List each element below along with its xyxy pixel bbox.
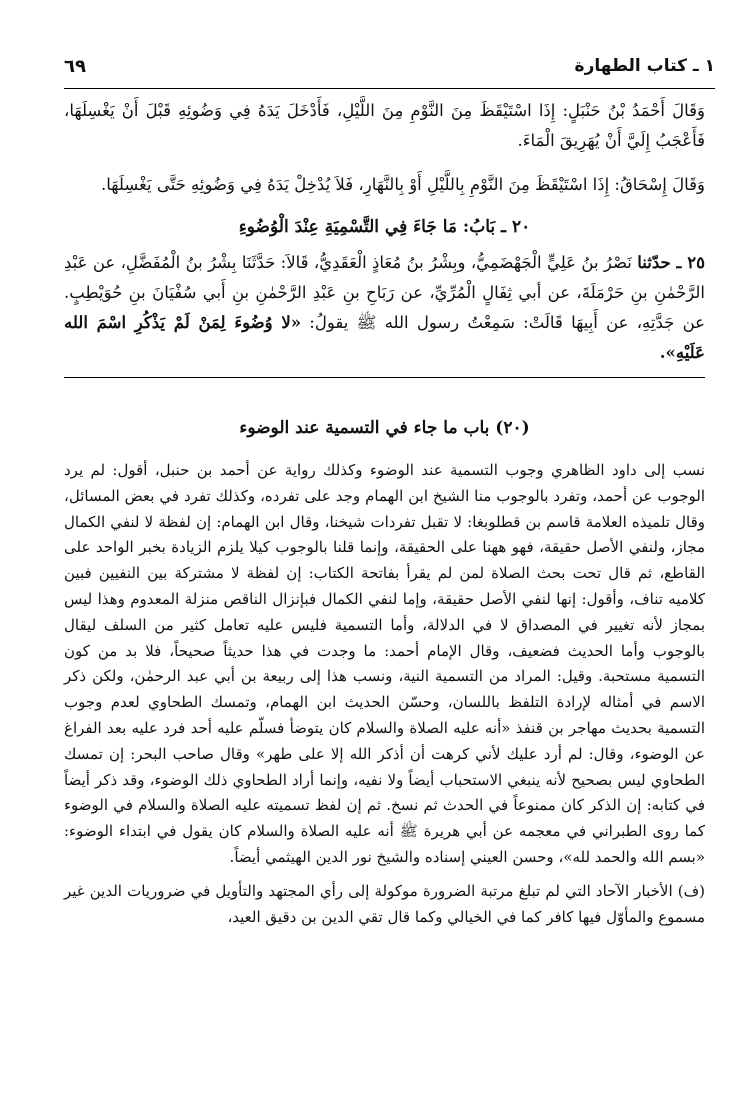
commentary-text (64, 458, 705, 930)
chapter-title: ٢٠ ـ بَابُ: مَا جَاءَ فِي التَّسْمِيَةِ عِنْدَ الْوُضُوءِ (238, 217, 531, 237)
footnote-divider (64, 377, 705, 378)
ishaq-opinion-paragraph: وَقَالَ إِسْحَاقُ: إِذَا اسْتَيْقَظَ مِنَ النَّوْمِ بِاللَّيْلِ أَوْ بِالنَّهَارِ، فَلاَ يُدْخِلْ يَدَهُ فِي وَضُوئِهِ حَتَّى يَغْسِلَهَا. (100, 175, 705, 194)
main-text (64, 96, 705, 368)
commentary-note-paragraph: (ف) الأخبار الآحاد التي لم تبلغ مرتبة الضرورة موكولة إلى رأي المجتهد والتأويل في ضروريات الدين غير مسموع والمأوّل فيها كافر كما في الخيالي وكما قال تقي الدين بن دقيق العيد، (64, 881, 705, 926)
hadith-isnad: نَصْرُ بنُ عَلِيٍّ الْجَهْضَمِيُّ، وبِشْرُ بنُ مُعَاذٍ الْعَقَدِيُّ، قَالاَ: حَدَّثَنَا بِشْرُ بنُ الْمُفَضَّلِ، عن عَبْدِ الرَّحْمٰنِ بنِ حَرْمَلَةَ، عن أبي ثِفَالٍ الْمُرِّيِّ، عن رَبَاحِ بنِ عَبْدِ الرَّحْمٰنِ بنِ أَبي سُفْيَانَ بنِ حُوَيْطِبٍ. عن جَدَّتِهِ، عن أَبِيهَا قَالَتْ: سَمِعْتُ رسول الله ﷺ يقولُ: (64, 253, 705, 332)
hadith-paragraph (64, 248, 705, 368)
page-header (64, 56, 715, 90)
ahmad-opinion-paragraph: وَقَالَ أَحْمَدُ بْنُ حَنْبَلٍ: إِذَا اسْتَيْقَظَ مِنَ النَّوْمِ مِنَ اللَّيْلِ، فَأَدْخَلَ يَدَهُ فِي وَضُوئِهِ قَبْلَ أَنْ يَغْسِلَهَا، فَأَعْجَبُ إِلَيَّ أَنْ يُهَرِيقَ الْمَاءَ. (64, 101, 705, 150)
commentary-paragraph: نسب إلى داود الظاهري وجوب التسمية عند الوضوء وكذلك رواية عن أحمد بن حنبل، أقول: لم يرد الوجوب عن أحمد، وتفرد بالوجوب منا الشيخ ابن الهمام وجد على تفرده، وكذلك تفرد في بعض المسائل، وقال تلميذه العلامة قاسم بن قطلوبغا: لا تقبل تفردات شيخنا، وقال ابن الهمام: إن لفظة لا لنفي الكمال مجاز، ولنفي الأصل حقيقة، فهو ههنا على الحقيقة، وإنما قلنا بالوجوب كيلا يلزم الزيادة بخبر الواحد على القاطع، ثم قال تحت بحث الصلاة لمن لم يقرأ بفاتحة الكتاب: إن لفظة لا مشتركة بين النفيين فبين كلاميه تناف، وأقول: إنها لنفي الأصل حقيقة، وإما لنفي الكمال فبإنزال الناقص منزلة المعدوم وهذا ليس بمجاز لأنه تغيير في المصداق لا في الدلالة، وأما التسمية فليس عليه تعامل كثير من السلف ليقال بالوجوب وأما الحديث فضعيف، وقال الإمام أحمد: ما وجدت في هذا حديثاً صحيحاً، فلا بد من كون التسمية مستحبة. وقيل: المراد من التسمية النية، ونسب هذا إلى ربيعة بن أبي عبد الرحمٰن، ولكن ذكر الاسم في أمثاله لإرادة التلفظ باللسان، وحسّن الحديث ابن الهمام، وتمسك الطحاوي لعدم وجوب التسمية بحديث مهاجر بن قنفذ «أنه عليه الصلاة والسلام كان يتوضأ فسلّم عليه أحد فرد عليه بعد الفراغ عن الوضوء، وقال: لم أرد عليك لأني كرهت أن أذكر الله إلا على طهر» وقال صاحب البحر: إن تمسك الطحاوي ليس بصحيح لأنه ينبغي الاستحباب أيضاً ولا نفيه، وإنما أراد الطحاوي ذلك الوضوء، وقد ذكر أيضاً في كتابه: إن الذكر كان ممنوعاً في الحدث ثم نسخ. ثم إن لفظ تسميته عليه الصلاة والسلام في الوضوء كما روى الطبراني في معجمه عن أبي هريرة ﷺ أنه عليه الصلاة والسلام كان يقول في ابتداء الوضوء: «بسم الله والحمد لله»، وحسن العيني إسناده والشيخ نور الدين الهيثمي أيضاً. (64, 461, 705, 866)
running-head: ١ ـ كتاب الطهارة (574, 56, 715, 76)
header-rule (64, 88, 715, 89)
hadith-matn: «لا وُضُوءَ لِمَنْ لَمْ يَذْكُرِ اسْمَ الله عَلَيْهِ». (64, 313, 705, 362)
page-number: ٦٩ (64, 56, 86, 77)
commentary-title: (٢٠) باب ما جاء في التسمية عند الوضوء (239, 418, 530, 438)
hadith-number: ٢٥ ـ حدّثنا (637, 253, 705, 272)
